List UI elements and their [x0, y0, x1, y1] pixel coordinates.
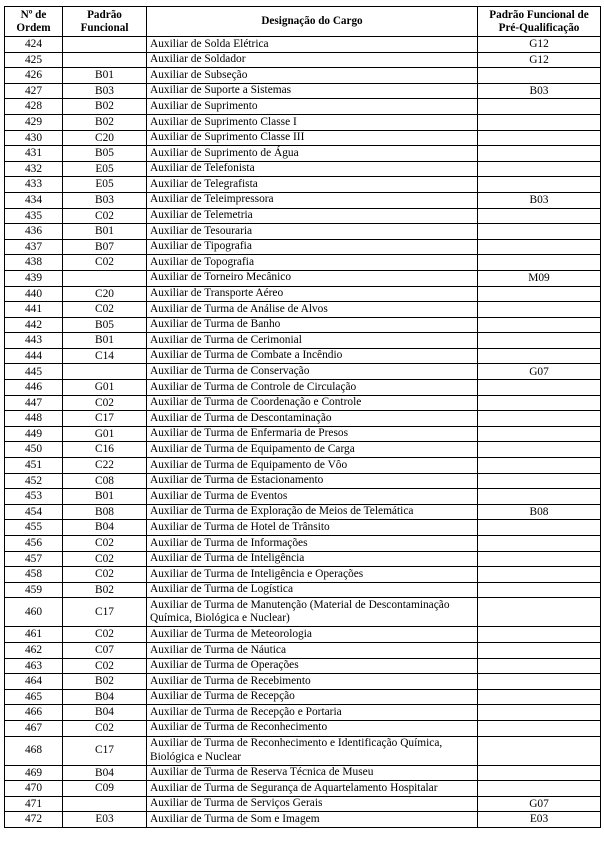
- cell-prequalificacao: [478, 302, 601, 318]
- cell-designacao: Auxiliar de Solda Elétrica: [147, 37, 478, 53]
- cell-designacao: Auxiliar de Turma de Exploração de Meios de Telemática: [147, 504, 478, 520]
- cell-ordem: 446: [5, 380, 63, 396]
- cell-ordem: 424: [5, 37, 63, 53]
- table-row: [5, 658, 601, 674]
- cell-padrao: E05: [63, 177, 147, 193]
- cell-ordem: 425: [5, 52, 63, 68]
- table-row: [5, 37, 601, 53]
- cell-ordem: 469: [5, 765, 63, 781]
- cell-designacao: Auxiliar de Turma de Logística: [147, 582, 478, 598]
- cell-designacao: Auxiliar de Tipografia: [147, 239, 478, 255]
- table-row: [5, 395, 601, 411]
- table-row: [5, 705, 601, 721]
- table-row: [5, 489, 601, 505]
- cell-designacao: Auxiliar de Suprimento Classe I: [147, 114, 478, 130]
- cell-designacao: Auxiliar de Turma de Serviços Gerais: [147, 796, 478, 812]
- cell-prequalificacao: B03: [478, 83, 601, 99]
- cell-designacao: Auxiliar de Turma de Análise de Alvos: [147, 302, 478, 318]
- table-row: [5, 83, 601, 99]
- cell-ordem: 472: [5, 812, 63, 828]
- cell-prequalificacao: [478, 781, 601, 797]
- cell-prequalificacao: [478, 395, 601, 411]
- cell-ordem: 441: [5, 302, 63, 318]
- table-row: [5, 458, 601, 474]
- cell-padrao: B02: [63, 99, 147, 115]
- cell-prequalificacao: [478, 130, 601, 146]
- cell-designacao: Auxiliar de Turma de Controle de Circulação: [147, 380, 478, 396]
- cell-padrao: B04: [63, 689, 147, 705]
- table-row: [5, 146, 601, 162]
- cell-designacao: Auxiliar de Telefonista: [147, 161, 478, 177]
- cell-designacao: Auxiliar de Turma de Reconhecimento e Identificação Química, Biológica e Nuclear: [147, 736, 478, 765]
- cell-prequalificacao: [478, 224, 601, 240]
- table-row: [5, 442, 601, 458]
- cell-ordem: 439: [5, 270, 63, 286]
- cell-prequalificacao: G07: [478, 364, 601, 380]
- header-ordem-line1: Nº de: [20, 9, 47, 21]
- cell-padrao: C02: [63, 255, 147, 271]
- cell-designacao: Auxiliar de Turma de Banho: [147, 317, 478, 333]
- table-row: [5, 796, 601, 812]
- cell-prequalificacao: [478, 705, 601, 721]
- table-row: [5, 642, 601, 658]
- cell-padrao: G01: [63, 426, 147, 442]
- table-row: [5, 177, 601, 193]
- cell-prequalificacao: [478, 68, 601, 84]
- cell-padrao: C02: [63, 567, 147, 583]
- table-row: [5, 765, 601, 781]
- cell-ordem: 440: [5, 286, 63, 302]
- cell-designacao: Auxiliar de Turma de Estacionamento: [147, 473, 478, 489]
- cell-padrao: B01: [63, 333, 147, 349]
- cell-ordem: 444: [5, 348, 63, 364]
- cell-designacao: Auxiliar de Transporte Aéreo: [147, 286, 478, 302]
- cell-padrao: B05: [63, 317, 147, 333]
- header-ordem-line2: Ordem: [16, 21, 51, 34]
- cell-designacao: Auxiliar de Turma de Recepção: [147, 689, 478, 705]
- cell-prequalificacao: [478, 551, 601, 567]
- table-row: [5, 52, 601, 68]
- table-row: [5, 317, 601, 333]
- cell-prequalificacao: [478, 255, 601, 271]
- cell-prequalificacao: [478, 411, 601, 427]
- table-row: [5, 426, 601, 442]
- cell-padrao: C02: [63, 658, 147, 674]
- cell-ordem: 458: [5, 567, 63, 583]
- table-body: [5, 37, 601, 828]
- cell-prequalificacao: [478, 239, 601, 255]
- cell-ordem: 426: [5, 68, 63, 84]
- table-row: [5, 255, 601, 271]
- cell-designacao: Auxiliar de Turma de Informações: [147, 536, 478, 552]
- cell-ordem: 428: [5, 99, 63, 115]
- table-row: [5, 504, 601, 520]
- cell-padrao: C17: [63, 736, 147, 765]
- cell-prequalificacao: [478, 720, 601, 736]
- cell-ordem: 427: [5, 83, 63, 99]
- cell-padrao: B07: [63, 239, 147, 255]
- cell-ordem: 465: [5, 689, 63, 705]
- cell-designacao: Auxiliar de Turma de Inteligência e Operações: [147, 567, 478, 583]
- cell-designacao: Auxiliar de Turma de Conservação: [147, 364, 478, 380]
- table-row: [5, 239, 601, 255]
- cell-prequalificacao: [478, 520, 601, 536]
- cell-ordem: 459: [5, 582, 63, 598]
- cell-padrao: B02: [63, 582, 147, 598]
- cell-ordem: 457: [5, 551, 63, 567]
- cell-designacao: Auxiliar de Suprimento: [147, 99, 478, 115]
- table-row: [5, 364, 601, 380]
- cell-ordem: 466: [5, 705, 63, 721]
- table-row: [5, 114, 601, 130]
- cell-ordem: 463: [5, 658, 63, 674]
- cell-ordem: 471: [5, 796, 63, 812]
- cell-padrao: C17: [63, 598, 147, 627]
- header-padrao-line1: Padrão: [87, 9, 122, 21]
- cell-prequalificacao: [478, 161, 601, 177]
- cell-padrao: E05: [63, 161, 147, 177]
- table-row: [5, 224, 601, 240]
- cell-padrao: C20: [63, 286, 147, 302]
- cell-designacao: Auxiliar de Soldador: [147, 52, 478, 68]
- cell-prequalificacao: [478, 658, 601, 674]
- cell-designacao: Auxiliar de Turma de Náutica: [147, 642, 478, 658]
- table-row: [5, 333, 601, 349]
- cell-prequalificacao: [478, 536, 601, 552]
- cell-designacao: Auxiliar de Telemetria: [147, 208, 478, 224]
- cell-padrao: C09: [63, 781, 147, 797]
- cell-padrao: [63, 52, 147, 68]
- cell-designacao: Auxiliar de Turma de Reconhecimento: [147, 720, 478, 736]
- table-row: [5, 270, 601, 286]
- cell-designacao: Auxiliar de Turma de Coordenação e Controle: [147, 395, 478, 411]
- cell-prequalificacao: [478, 208, 601, 224]
- table-row: [5, 781, 601, 797]
- cell-padrao: B02: [63, 114, 147, 130]
- cell-designacao: Auxiliar de Suporte a Sistemas: [147, 83, 478, 99]
- table-row: [5, 720, 601, 736]
- table-row: [5, 99, 601, 115]
- header-prequal-line1: Padrão Funcional de: [489, 9, 589, 21]
- document-page: [4, 6, 600, 828]
- cell-prequalificacao: E03: [478, 812, 601, 828]
- cell-designacao: Auxiliar de Turma de Meteorologia: [147, 627, 478, 643]
- table-row: [5, 302, 601, 318]
- cell-designacao: Auxiliar de Torneiro Mecânico: [147, 270, 478, 286]
- cell-prequalificacao: [478, 380, 601, 396]
- header-padrao-line2: Funcional: [80, 21, 129, 34]
- table-row: [5, 208, 601, 224]
- cell-ordem: 455: [5, 520, 63, 536]
- cell-ordem: 449: [5, 426, 63, 442]
- header-row: [5, 7, 601, 37]
- cell-designacao: Auxiliar de Turma de Combate a Incêndio: [147, 348, 478, 364]
- cargo-table: [4, 6, 601, 828]
- cell-prequalificacao: [478, 598, 601, 627]
- table-row: [5, 536, 601, 552]
- cell-ordem: 456: [5, 536, 63, 552]
- cell-designacao: Auxiliar de Turma de Cerimonial: [147, 333, 478, 349]
- table-row: [5, 286, 601, 302]
- cell-padrao: C02: [63, 551, 147, 567]
- table-row: [5, 627, 601, 643]
- cell-padrao: B02: [63, 674, 147, 690]
- cell-prequalificacao: [478, 582, 601, 598]
- cell-padrao: C02: [63, 720, 147, 736]
- cell-padrao: C08: [63, 473, 147, 489]
- header-prequal-line2: Pré-Qualificação: [498, 21, 580, 34]
- cell-padrao: B03: [63, 83, 147, 99]
- table-row: [5, 736, 601, 765]
- cell-designacao: Auxiliar de Turma de Manutenção (Material de Descontaminação Química, Biológica e Nuclear): [147, 598, 478, 627]
- cell-designacao: Auxiliar de Turma de Inteligência: [147, 551, 478, 567]
- header-designacao: Designação do Cargo: [147, 7, 478, 37]
- cell-ordem: 431: [5, 146, 63, 162]
- table-row: [5, 567, 601, 583]
- cell-designacao: Auxiliar de Tesouraria: [147, 224, 478, 240]
- cell-padrao: B01: [63, 489, 147, 505]
- cell-padrao: B08: [63, 504, 147, 520]
- cell-padrao: C07: [63, 642, 147, 658]
- cell-padrao: B05: [63, 146, 147, 162]
- cell-padrao: B04: [63, 765, 147, 781]
- cell-ordem: 436: [5, 224, 63, 240]
- cell-prequalificacao: [478, 689, 601, 705]
- cell-ordem: 452: [5, 473, 63, 489]
- cell-padrao: C20: [63, 130, 147, 146]
- cell-ordem: 461: [5, 627, 63, 643]
- cell-ordem: 453: [5, 489, 63, 505]
- cell-padrao: C14: [63, 348, 147, 364]
- table-row: [5, 68, 601, 84]
- cell-ordem: 429: [5, 114, 63, 130]
- table-row: [5, 473, 601, 489]
- table-row: [5, 674, 601, 690]
- header-padrao: [63, 7, 147, 37]
- cell-prequalificacao: G12: [478, 52, 601, 68]
- cell-ordem: 460: [5, 598, 63, 627]
- cell-designacao: Auxiliar de Turma de Hotel de Trânsito: [147, 520, 478, 536]
- cell-padrao: B04: [63, 520, 147, 536]
- cell-designacao: Auxiliar de Turma de Equipamento de Carga: [147, 442, 478, 458]
- cell-prequalificacao: [478, 473, 601, 489]
- cell-prequalificacao: [478, 642, 601, 658]
- cell-designacao: Auxiliar de Turma de Recebimento: [147, 674, 478, 690]
- cell-prequalificacao: [478, 146, 601, 162]
- cell-ordem: 462: [5, 642, 63, 658]
- cell-padrao: [63, 796, 147, 812]
- cell-padrao: B03: [63, 192, 147, 208]
- cell-padrao: B04: [63, 705, 147, 721]
- cell-ordem: 442: [5, 317, 63, 333]
- cell-designacao: Auxiliar de Turma de Equipamento de Vôo: [147, 458, 478, 474]
- cell-prequalificacao: [478, 99, 601, 115]
- cell-padrao: [63, 270, 147, 286]
- cell-prequalificacao: [478, 177, 601, 193]
- cell-designacao: Auxiliar de Turma de Som e Imagem: [147, 812, 478, 828]
- cell-ordem: 468: [5, 736, 63, 765]
- cell-ordem: 467: [5, 720, 63, 736]
- table-row: [5, 161, 601, 177]
- cell-padrao: C02: [63, 302, 147, 318]
- cell-designacao: Auxiliar de Turma de Enfermaria de Presos: [147, 426, 478, 442]
- header-ordem: [5, 7, 63, 37]
- cell-designacao: Auxiliar de Turma de Operações: [147, 658, 478, 674]
- cell-prequalificacao: G12: [478, 37, 601, 53]
- table-row: [5, 380, 601, 396]
- cell-designacao: Auxiliar de Turma de Descontaminação: [147, 411, 478, 427]
- cell-ordem: 435: [5, 208, 63, 224]
- cell-prequalificacao: [478, 458, 601, 474]
- cell-prequalificacao: [478, 348, 601, 364]
- cell-ordem: 445: [5, 364, 63, 380]
- cell-prequalificacao: [478, 442, 601, 458]
- cell-ordem: 434: [5, 192, 63, 208]
- cell-prequalificacao: [478, 114, 601, 130]
- cell-ordem: 443: [5, 333, 63, 349]
- table-row: [5, 689, 601, 705]
- cell-prequalificacao: M09: [478, 270, 601, 286]
- cell-ordem: 464: [5, 674, 63, 690]
- cell-prequalificacao: [478, 489, 601, 505]
- cell-ordem: 437: [5, 239, 63, 255]
- table-row: [5, 411, 601, 427]
- cell-padrao: C02: [63, 627, 147, 643]
- cell-ordem: 448: [5, 411, 63, 427]
- table-row: [5, 598, 601, 627]
- cell-designacao: Auxiliar de Topografia: [147, 255, 478, 271]
- cell-prequalificacao: [478, 286, 601, 302]
- cell-designacao: Auxiliar de Turma de Segurança de Aquartelamento Hospitalar: [147, 781, 478, 797]
- table-row: [5, 192, 601, 208]
- cell-designacao: Auxiliar de Turma de Reserva Técnica de Museu: [147, 765, 478, 781]
- cell-prequalificacao: [478, 426, 601, 442]
- cell-padrao: C22: [63, 458, 147, 474]
- cell-designacao: Auxiliar de Teleimpressora: [147, 192, 478, 208]
- header-prequalificacao: [478, 7, 601, 37]
- cell-padrao: C02: [63, 395, 147, 411]
- cell-ordem: 451: [5, 458, 63, 474]
- cell-ordem: 447: [5, 395, 63, 411]
- cell-prequalificacao: [478, 765, 601, 781]
- cell-ordem: 433: [5, 177, 63, 193]
- cell-prequalificacao: [478, 333, 601, 349]
- table-row: [5, 130, 601, 146]
- cell-prequalificacao: [478, 567, 601, 583]
- cell-prequalificacao: B08: [478, 504, 601, 520]
- cell-padrao: B01: [63, 68, 147, 84]
- cell-ordem: 438: [5, 255, 63, 271]
- cell-designacao: Auxiliar de Suprimento de Água: [147, 146, 478, 162]
- table-row: [5, 551, 601, 567]
- cell-prequalificacao: [478, 317, 601, 333]
- cell-prequalificacao: [478, 736, 601, 765]
- cell-padrao: C16: [63, 442, 147, 458]
- cell-ordem: 432: [5, 161, 63, 177]
- table-row: [5, 582, 601, 598]
- cell-padrao: C17: [63, 411, 147, 427]
- cell-designacao: Auxiliar de Subseção: [147, 68, 478, 84]
- cell-padrao: C02: [63, 208, 147, 224]
- cell-padrao: C02: [63, 536, 147, 552]
- cell-designacao: Auxiliar de Turma de Recepção e Portaria: [147, 705, 478, 721]
- table-row: [5, 348, 601, 364]
- cell-prequalificacao: [478, 627, 601, 643]
- table-row: [5, 520, 601, 536]
- cell-padrao: B01: [63, 224, 147, 240]
- cell-ordem: 454: [5, 504, 63, 520]
- cell-prequalificacao: G07: [478, 796, 601, 812]
- cell-padrao: G01: [63, 380, 147, 396]
- cell-designacao: Auxiliar de Suprimento Classe III: [147, 130, 478, 146]
- cell-prequalificacao: B03: [478, 192, 601, 208]
- cell-designacao: Auxiliar de Telegrafista: [147, 177, 478, 193]
- cell-designacao: Auxiliar de Turma de Eventos: [147, 489, 478, 505]
- cell-ordem: 450: [5, 442, 63, 458]
- cell-prequalificacao: [478, 674, 601, 690]
- table-row: [5, 812, 601, 828]
- cell-ordem: 470: [5, 781, 63, 797]
- cell-padrao: [63, 37, 147, 53]
- cell-padrao: E03: [63, 812, 147, 828]
- cell-padrao: [63, 364, 147, 380]
- cell-ordem: 430: [5, 130, 63, 146]
